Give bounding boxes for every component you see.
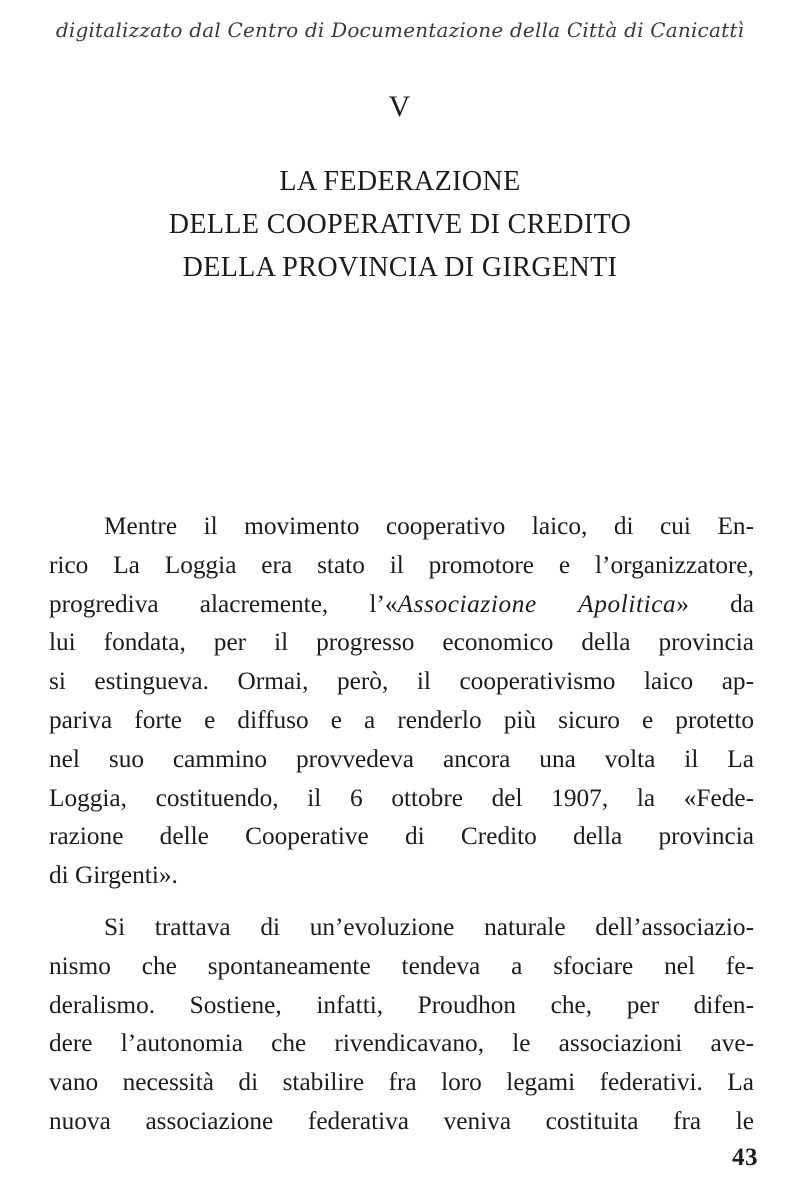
text-line: Mentre il movimento cooperativo laico, di cui En- (104, 512, 754, 540)
text-line: rico La Loggia era stato il promotore e l’organizzatore, (49, 550, 754, 579)
chapter-number: V (388, 90, 412, 123)
italic-title: Associazione Apolitica (397, 589, 677, 618)
text-line: vano necessità di stabilire fra loro legami federativi. La (49, 1068, 754, 1097)
chapter-title-line: LA FEDERAZIONE (279, 166, 521, 197)
text-line: si estingueva. Ormai, però, il cooperativismo laico ap- (49, 667, 754, 696)
text-line: deralismo. Sostiene, infatti, Proudhon che, per difen- (49, 990, 754, 1019)
text-line: progrediva alacremente, l’«Associazione Apolitica» da (49, 589, 754, 618)
text-line: nel suo cammino provvedeva ancora una volta il La (49, 744, 754, 773)
text-line: pariva forte e diffuso e a renderlo più sicuro e protetto (49, 705, 754, 734)
text-line: lui fondata, per il progresso economico della provincia (49, 628, 754, 657)
text-line: nismo che spontaneamente tendeva a sfociare nel fe- (49, 951, 754, 980)
page-number: 43 (732, 1144, 758, 1171)
text-line: dere l’autonomia che rivendicavano, le associazioni ave- (49, 1029, 754, 1058)
text-line: razione delle Cooperative di Credito della provincia (49, 822, 754, 851)
digitization-watermark: digitalizzato dal Centro di Documentazione della Città di Canicattì (55, 18, 745, 42)
chapter-title-line: DELLA PROVINCIA DI GIRGENTI (182, 252, 618, 283)
paragraph (49, 507, 754, 895)
text-line: nuova associazione federativa veniva costituita fra le (49, 1106, 754, 1135)
text-line: Loggia, costituendo, il 6 ottobre del 1907, la «Fede- (49, 783, 754, 812)
text-line: di Girgenti». (49, 861, 178, 890)
body-text (49, 507, 754, 1141)
chapter-title (0, 160, 800, 289)
paragraph (49, 908, 754, 1141)
paragraph-gap (49, 895, 754, 908)
chapter-title-line: DELLE COOPERATIVE DI CREDITO (168, 209, 632, 240)
text-line: Si trattava di un’evoluzione naturale dell’associazio- (104, 912, 754, 941)
